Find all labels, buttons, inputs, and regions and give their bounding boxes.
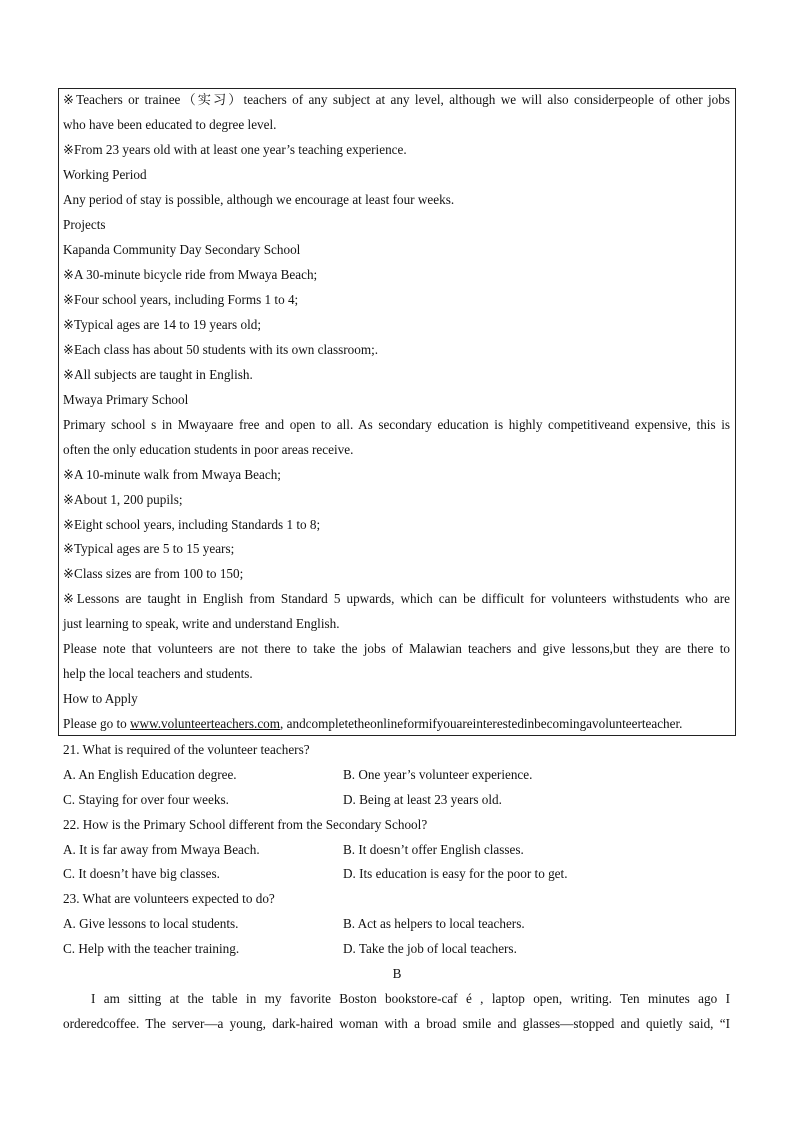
passage-a-line: ※Each class has about 50 students with its own classroom;. xyxy=(63,342,379,357)
passage-a-line: Working Period xyxy=(63,167,147,182)
apply-suffix: , andcompletetheonlineformifyouareinterestedinbecomingavolunteerteacher. xyxy=(280,716,683,731)
question-23-stem: 23. What are volunteers expected to do? xyxy=(63,891,275,906)
question-21-option-b: B. One year’s volunteer experience. xyxy=(343,767,533,782)
passage-a-line: How to Apply xyxy=(63,691,138,706)
passage-a-line: who have been educated to degree level. xyxy=(63,117,277,132)
passage-a-line: Please note that volunteers are not there to take the jobs of Malawian teachers and give lessons,but they are there to xyxy=(63,641,730,656)
question-22-option-c: C. It doesn’t have big classes. xyxy=(63,866,220,881)
passage-a-line: Kapanda Community Day Secondary School xyxy=(63,242,301,257)
question-21-option-a: A. An English Education degree. xyxy=(63,767,237,782)
question-23-option-d: D. Take the job of local teachers. xyxy=(343,941,517,956)
passage-a-line: just learning to speak, write and understand English. xyxy=(63,616,340,631)
question-21-option-d: D. Being at least 23 years old. xyxy=(343,792,502,807)
question-23-option-b: B. Act as helpers to local teachers. xyxy=(343,916,525,931)
apply-prefix: Please go to xyxy=(63,716,131,731)
passage-b-heading: B xyxy=(392,966,402,981)
question-22-option-a: A. It is far away from Mwaya Beach. xyxy=(63,842,260,857)
question-22-option-d: D. Its education is easy for the poor to get. xyxy=(343,866,568,881)
passage-a-line: Mwaya Primary School xyxy=(63,392,189,407)
question-23-option-c: C. Help with the teacher training. xyxy=(63,941,240,956)
question-23-option-a: A. Give lessons to local students. xyxy=(63,916,239,931)
passage-a-line: ※Teachers or trainee（实习）teachers of any subject at any level, although we will also considerpeople of other jobs xyxy=(63,92,730,107)
passage-a-line: ※Four school years, including Forms 1 to 4; xyxy=(63,292,299,307)
passage-a-line: Projects xyxy=(63,217,106,232)
passage-a-box xyxy=(58,88,736,736)
passage-a-line: Any period of stay is possible, although we encourage at least four weeks. xyxy=(63,192,455,207)
question-21-option-c: C. Staying for over four weeks. xyxy=(63,792,229,807)
apply-line xyxy=(63,716,730,732)
passage-b-line-1: I am sitting at the table in my favorite Boston bookstore-caf é , laptop open, writing. Ten minutes ago I xyxy=(91,991,730,1006)
passage-a-line: ※Eight school years, including Standards 1 to 8; xyxy=(63,517,321,532)
volunteer-website-link[interactable]: www.volunteerteachers.com xyxy=(130,716,281,731)
passage-a-line: ※Class sizes are from 100 to 150; xyxy=(63,566,244,581)
passage-a-line: ※Typical ages are 5 to 15 years; xyxy=(63,541,235,556)
passage-a-line: ※About 1, 200 pupils; xyxy=(63,492,183,507)
passage-a-line: help the local teachers and students. xyxy=(63,666,253,681)
passage-a-line: ※All subjects are taught in English. xyxy=(63,367,253,382)
question-22-option-b: B. It doesn’t offer English classes. xyxy=(343,842,524,857)
question-22-stem: 22. How is the Primary School different from the Secondary School? xyxy=(63,817,428,832)
question-21-stem: 21. What is required of the volunteer teachers? xyxy=(63,742,310,757)
passage-a-line: Primary school s in Mwayaare free and open to all. As secondary education is highly competitiveand expensive, this is xyxy=(63,417,730,432)
passage-a-line: ※Lessons are taught in English from Standard 5 upwards, which can be difficult for volunteers withstudents who are xyxy=(63,591,730,606)
passage-b-line-2: orderedcoffee. The server—a young, dark-haired woman with a broad smile and glasses—stopped and quietly said, “I xyxy=(63,1016,730,1031)
passage-a-line: ※A 30-minute bicycle ride from Mwaya Beach; xyxy=(63,267,318,282)
passage-a-line: ※Typical ages are 14 to 19 years old; xyxy=(63,317,261,332)
passage-a-line: often the only education students in poor areas receive. xyxy=(63,442,354,457)
passage-a-line: ※From 23 years old with at least one year’s teaching experience. xyxy=(63,142,407,157)
passage-a-line: ※A 10-minute walk from Mwaya Beach; xyxy=(63,467,281,482)
